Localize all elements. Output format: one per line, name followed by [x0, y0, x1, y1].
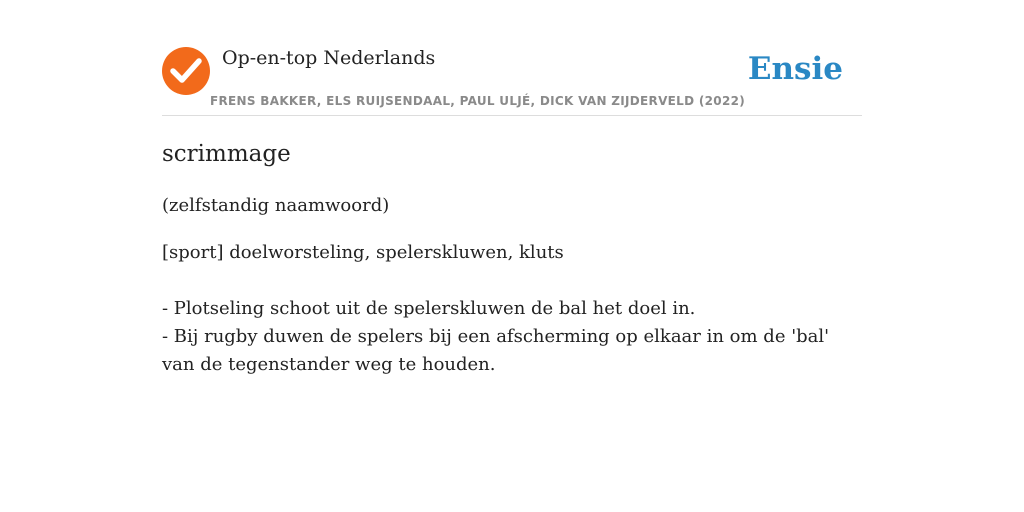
headword: scrimmage [162, 141, 291, 167]
part-of-speech: (zelfstandig naamwoord) [162, 195, 390, 216]
source-header [162, 0, 862, 116]
ensie-logo[interactable]: Ensie [747, 51, 843, 87]
source-authors: FRENS BAKKER, ELS RUIJSENDAAL, PAUL ULJÉ, DICK VAN ZIJDERVELD (2022) [210, 94, 746, 108]
example-list [162, 295, 862, 379]
example-sentence: - Bij rugby duwen de spelers bij een afscherming op elkaar in om de 'bal' van de tegenstander weg te houden. [162, 326, 830, 375]
example-sentence: - Plotseling schoot uit de spelerskluwen de bal het doel in. [162, 298, 696, 319]
source-badge [162, 47, 210, 95]
definition: [sport] doelworsteling, spelerskluwen, kluts [162, 242, 564, 263]
checkmark-icon [162, 47, 210, 95]
source-title[interactable]: Op-en-top Nederlands [222, 47, 436, 69]
entry-card [162, 0, 862, 512]
